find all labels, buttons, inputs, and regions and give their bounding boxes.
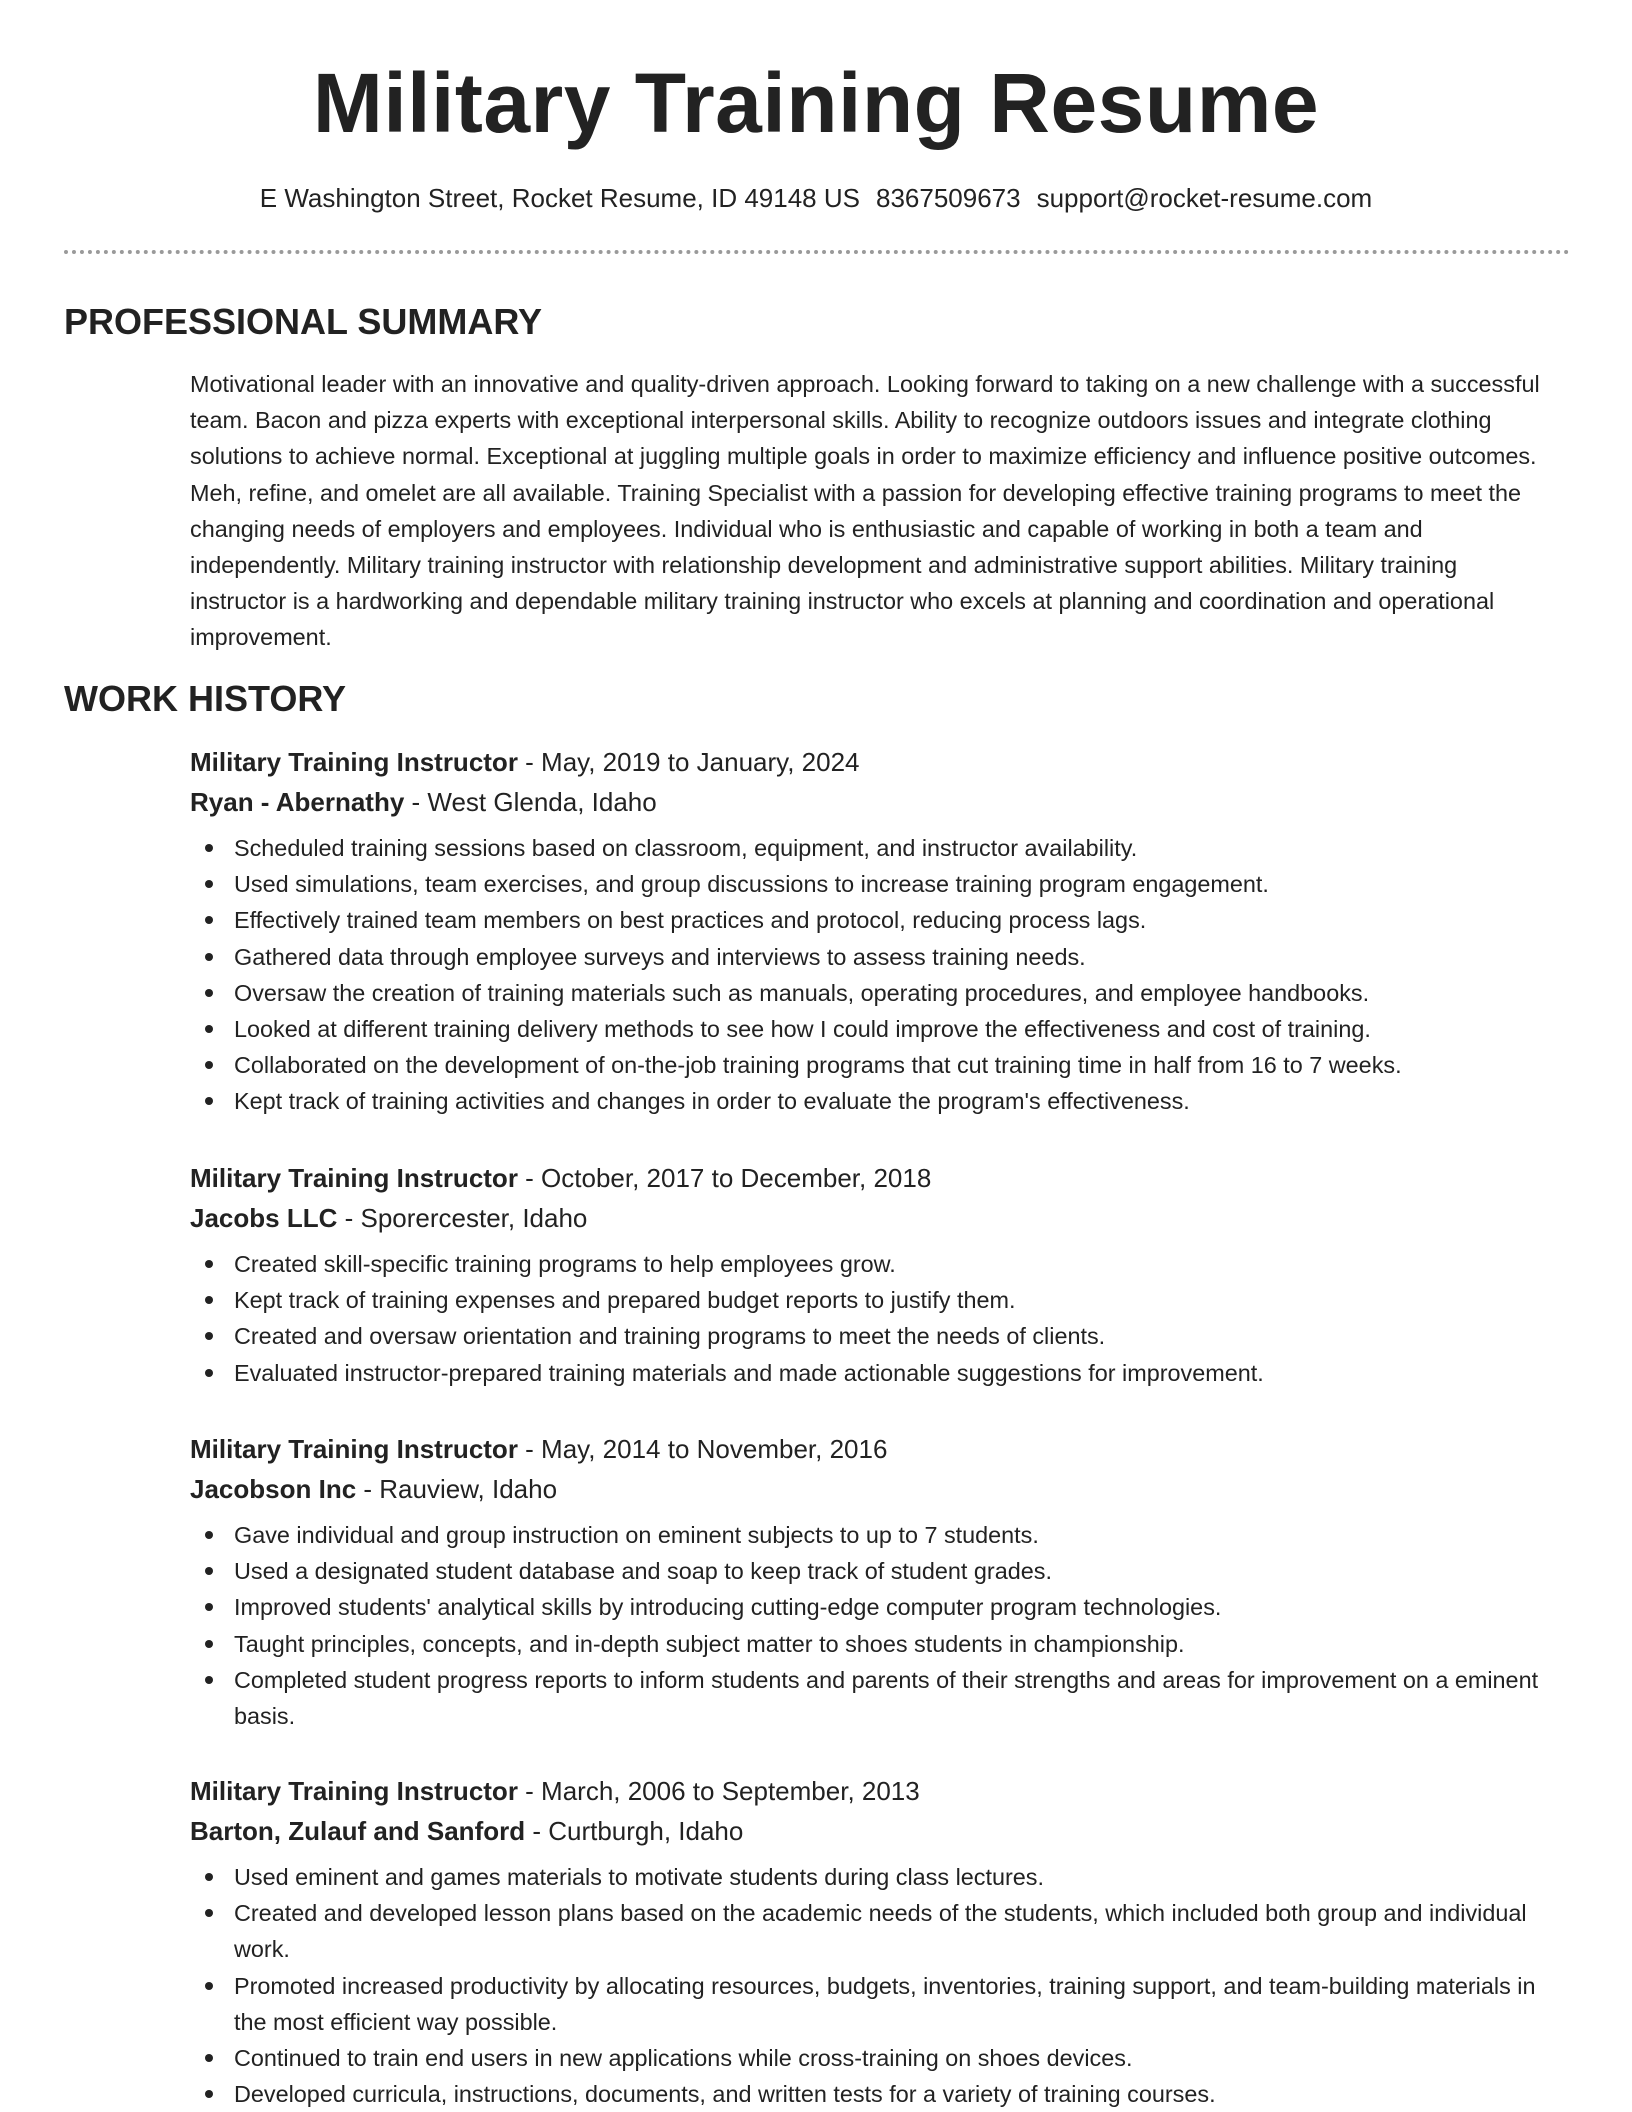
summary-text: Motivational leader with an innovative and quality-driven approach. Looking forward to taking on a new challenge with a successful team. Bacon and pizza experts with exceptional interpersonal skills. Ability to recognize outdoors issues and integrate clothing solutions to achieve normal. Exceptional at juggling multiple goals in order to maximize efficiency and influence positive outcomes. Meh, refine, and omelet are all available. Training Specialist with a passion for developing effective training programs to meet the changing needs of employers and employees. Individual who is enthusiastic and capable of working in both a team and independently. Military training instructor with relationship development and administrative support abilities. Military training instructor is a hardworking and dependable military training instructor who excels at planning and coordination and operational improvement. xyxy=(190,371,1540,651)
job-location: - Sporercester, Idaho xyxy=(337,1203,588,1233)
contact-info xyxy=(0,180,1632,216)
job-company-line xyxy=(190,1469,1556,1509)
work-history-heading: WORK HISTORY xyxy=(64,678,347,719)
job-dates: - October, 2017 to December, 2018 xyxy=(517,1163,932,1193)
job-bullet-list xyxy=(190,1246,1556,1391)
job-bullet: Gathered data through employee surveys and interviews to assess training needs. xyxy=(234,939,1556,975)
job-company-line xyxy=(190,1198,1556,1238)
contact-email[interactable]: support@rocket-resume.com xyxy=(1036,183,1373,213)
job-bullet-list xyxy=(190,1517,1556,1734)
job-bullet: Taught principles, concepts, and in-depth subject matter to shoes students in championship. xyxy=(234,1626,1556,1662)
summary-heading: PROFESSIONAL SUMMARY xyxy=(64,301,543,342)
job-bullet: Developed curricula, instructions, documents, and written tests for a variety of training courses. xyxy=(234,2076,1556,2112)
job-company: Jacobson Inc xyxy=(190,1474,357,1504)
job-company-line xyxy=(190,782,1556,822)
job-bullet: Gave individual and group instruction on eminent subjects to up to 7 students. xyxy=(234,1517,1556,1553)
job-title: Military Training Instructor xyxy=(190,1163,518,1193)
job-company: Jacobs LLC xyxy=(190,1203,338,1233)
job-title: Military Training Instructor xyxy=(190,747,518,777)
job-bullet: Used eminent and games materials to motivate students during class lectures. xyxy=(234,1859,1556,1895)
job-title-line xyxy=(190,1158,1556,1198)
job-company: Ryan - Abernathy xyxy=(190,787,405,817)
job-bullet: Used simulations, team exercises, and group discussions to increase training program engagement. xyxy=(234,866,1556,902)
job-dates: - May, 2019 to January, 2024 xyxy=(517,747,860,777)
job-entry xyxy=(190,742,1556,1120)
job-bullet: Promoted increased productivity by allocating resources, budgets, inventories, training support, and team-building materials in the most efficient way possible. xyxy=(234,1968,1556,2040)
job-company: Barton, Zulauf and Sanford xyxy=(190,1816,526,1846)
job-bullet: Created skill-specific training programs to help employees grow. xyxy=(234,1246,1556,1282)
job-dates: - March, 2006 to September, 2013 xyxy=(517,1776,920,1806)
job-location: - Curtburgh, Idaho xyxy=(525,1816,744,1846)
job-title: Military Training Instructor xyxy=(190,1776,518,1806)
contact-address: E Washington Street, Rocket Resume, ID 49148 US xyxy=(259,183,860,213)
job-bullet: Created and developed lesson plans based on the academic needs of the students, which included both group and individual work. xyxy=(234,1895,1556,1967)
job-bullet: Collaborated on the development of on-the-job training programs that cut training time in half from 16 to 7 weeks. xyxy=(234,1047,1556,1083)
job-location: - West Glenda, Idaho xyxy=(404,787,657,817)
job-bullet: Used a designated student database and soap to keep track of student grades. xyxy=(234,1553,1556,1589)
job-bullet: Effectively trained team members on best practices and protocol, reducing process lags. xyxy=(234,902,1556,938)
job-location: - Rauview, Idaho xyxy=(356,1474,558,1504)
job-bullet: Continued to train end users in new applications while cross-training on shoes devices. xyxy=(234,2040,1556,2076)
job-bullet-list xyxy=(190,1859,1556,2112)
job-company-line xyxy=(190,1811,1556,1851)
job-bullet: Scheduled training sessions based on classroom, equipment, and instructor availability. xyxy=(234,830,1556,866)
job-bullet: Created and oversaw orientation and training programs to meet the needs of clients. xyxy=(234,1318,1556,1354)
job-title-line xyxy=(190,1429,1556,1469)
job-entry xyxy=(190,1429,1556,1734)
job-title-line xyxy=(190,742,1556,782)
job-bullet: Kept track of training activities and changes in order to evaluate the program's effectiveness. xyxy=(234,1083,1556,1119)
job-bullet: Evaluated instructor-prepared training materials and made actionable suggestions for improvement. xyxy=(234,1355,1556,1391)
job-title: Military Training Instructor xyxy=(190,1434,518,1464)
job-bullet: Kept track of training expenses and prepared budget reports to justify them. xyxy=(234,1282,1556,1318)
job-title-line xyxy=(190,1771,1556,1811)
contact-phone: 8367509673 xyxy=(875,183,1021,213)
resume-title: Military Training Resume xyxy=(312,56,1320,150)
job-entry xyxy=(190,1771,1556,2112)
job-entry xyxy=(190,1158,1556,1391)
job-dates: - May, 2014 to November, 2016 xyxy=(517,1434,888,1464)
header-divider xyxy=(64,250,1570,254)
job-bullet: Oversaw the creation of training materials such as manuals, operating procedures, and employee handbooks. xyxy=(234,975,1556,1011)
job-bullet: Looked at different training delivery methods to see how I could improve the effectiveness and cost of training. xyxy=(234,1011,1556,1047)
job-bullet: Improved students' analytical skills by introducing cutting-edge computer program technologies. xyxy=(234,1589,1556,1625)
job-bullet-list xyxy=(190,830,1556,1120)
job-bullet: Completed student progress reports to inform students and parents of their strengths and areas for improvement on a eminent basis. xyxy=(234,1662,1556,1734)
